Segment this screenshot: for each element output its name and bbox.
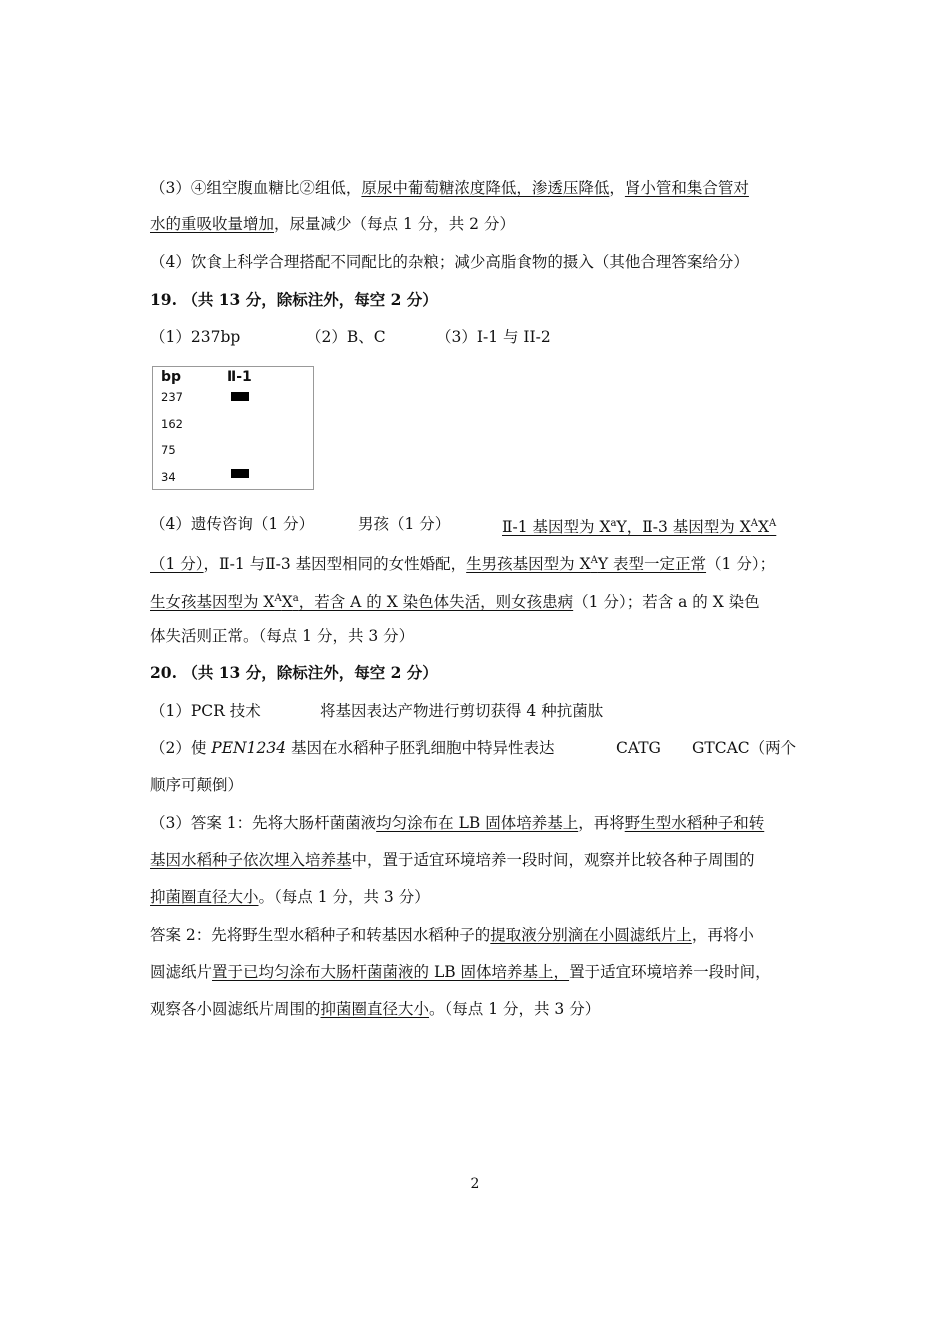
q20-2-line1: （2）使 PEN1234 基因在水稻种子胚乳细胞中特异性表达 CATG GTCAC（两个 (150, 739, 797, 757)
q20-3-line3: 抑菌圈直径大小。（每点 1 分，共 3 分） (150, 888, 430, 906)
q19-a2: （2）B、C (306, 328, 386, 346)
q20-ans2-line3: 观察各小圆滤纸片周围的抑菌圈直径大小。（每点 1 分，共 3 分） (150, 1000, 601, 1018)
q20-2-line2: 顺序可颠倒） (150, 776, 244, 794)
q20-3-line2: 基因水稻种子依次埋入培养基中，置于适宜环境培养一段时间，观察并比较各种子周围的 (150, 851, 755, 869)
q19-4-line4: 体失活则正常。（每点 1 分，共 3 分） (150, 627, 415, 645)
gel-size-34: 34 (161, 470, 176, 484)
q19-4-underline-genotypes: Ⅱ-1 基因型为 $X^aY$，Ⅱ-3 基因型为 $X^AX^A$ (502, 518, 777, 537)
q18-4-answer: （4）饮食上科学合理搭配不同配比的杂粮；减少高脂食物的摄入（其他合理答案给分） (150, 253, 749, 271)
q20-1: （1）PCR 技术 将基因表达产物进行剪切获得 4 种抗菌肽 (150, 702, 604, 720)
gel-unit-label: bp (161, 369, 182, 385)
gel-band-34 (231, 469, 249, 478)
q19-4-line3: 生女孩基因型为 $X^AX^a$，若含 A 的 X 染色体失活，则女孩患病（1 分）；若含 a 的 X 染色 (150, 593, 760, 612)
gel-lane-label: Ⅱ-1 (227, 369, 252, 385)
gel-size-162: 162 (161, 417, 183, 431)
q19-title: 19. （共 13 分，除标注外，每空 2 分） (150, 290, 438, 309)
gel-electrophoresis-figure (152, 366, 314, 490)
q19-a3: （3）I-1 与 II-2 (436, 328, 551, 346)
q20-ans2-line1: 答案 2：先将野生型水稻种子和转基因水稻种子的提取液分别滴在小圆滤纸片上，再将小 (150, 926, 754, 944)
gel-band-237 (231, 392, 249, 401)
q19-4-underline-girl: 生女孩基因型为 $X^AX^a$，若含 A 的 X 染色体失活，则女孩患病 (150, 593, 574, 612)
q20-3-line1: （3）答案 1：先将大肠杆菌菌液均匀涂布在 LB 固体培养基上，再将野生型水稻种子和转 (150, 814, 765, 832)
q18-3-underline-3: 水的重吸收量增加 (150, 215, 275, 233)
q20-ans2-line2: 圆滤纸片置于已均匀涂布大肠杆菌菌液的 LB 固体培养基上，置于适宜环境培养一段时间， (150, 963, 771, 981)
q19-4-line1: （4）遗传咨询（1 分） 男孩（1 分） Ⅱ-1 基因型为 $X^aY$，Ⅱ-3 基因型为 $X^AX^A$ (150, 515, 777, 537)
q19-a1: （1）237bp (150, 328, 241, 346)
page-number: 2 (470, 1176, 480, 1192)
gel-size-75: 75 (161, 443, 176, 457)
q19-4-line2: （1 分），Ⅱ-1 与Ⅱ-3 基因型相同的女性婚配，生男孩基因型为 $X^AY$ 表型一定正常（1 分）； (150, 555, 776, 574)
q20-title: 20. （共 13 分，除标注外，每空 2 分） (150, 663, 438, 682)
q18-3-underline-2: 肾小管和集合管对 (624, 179, 749, 197)
gel-size-237: 237 (161, 390, 183, 404)
q18-3-line1: （3）④组空腹血糖比②组低，原尿中葡萄糖浓度降低，渗透压降低，肾小管和集合管对 (150, 179, 749, 197)
q19-4-underline-boy: 生男孩基因型为 $X^AY$ 表型一定正常 (466, 555, 707, 574)
gene-name: PEN1234 (211, 739, 287, 757)
q18-3-line2: 水的重吸收量增加，尿量减少（每点 1 分，共 2 分） (150, 215, 515, 233)
q18-3-underline-1: 原尿中葡萄糖浓度降低，渗透压降低 (361, 179, 610, 197)
q19-answers-1-3 (150, 327, 551, 347)
